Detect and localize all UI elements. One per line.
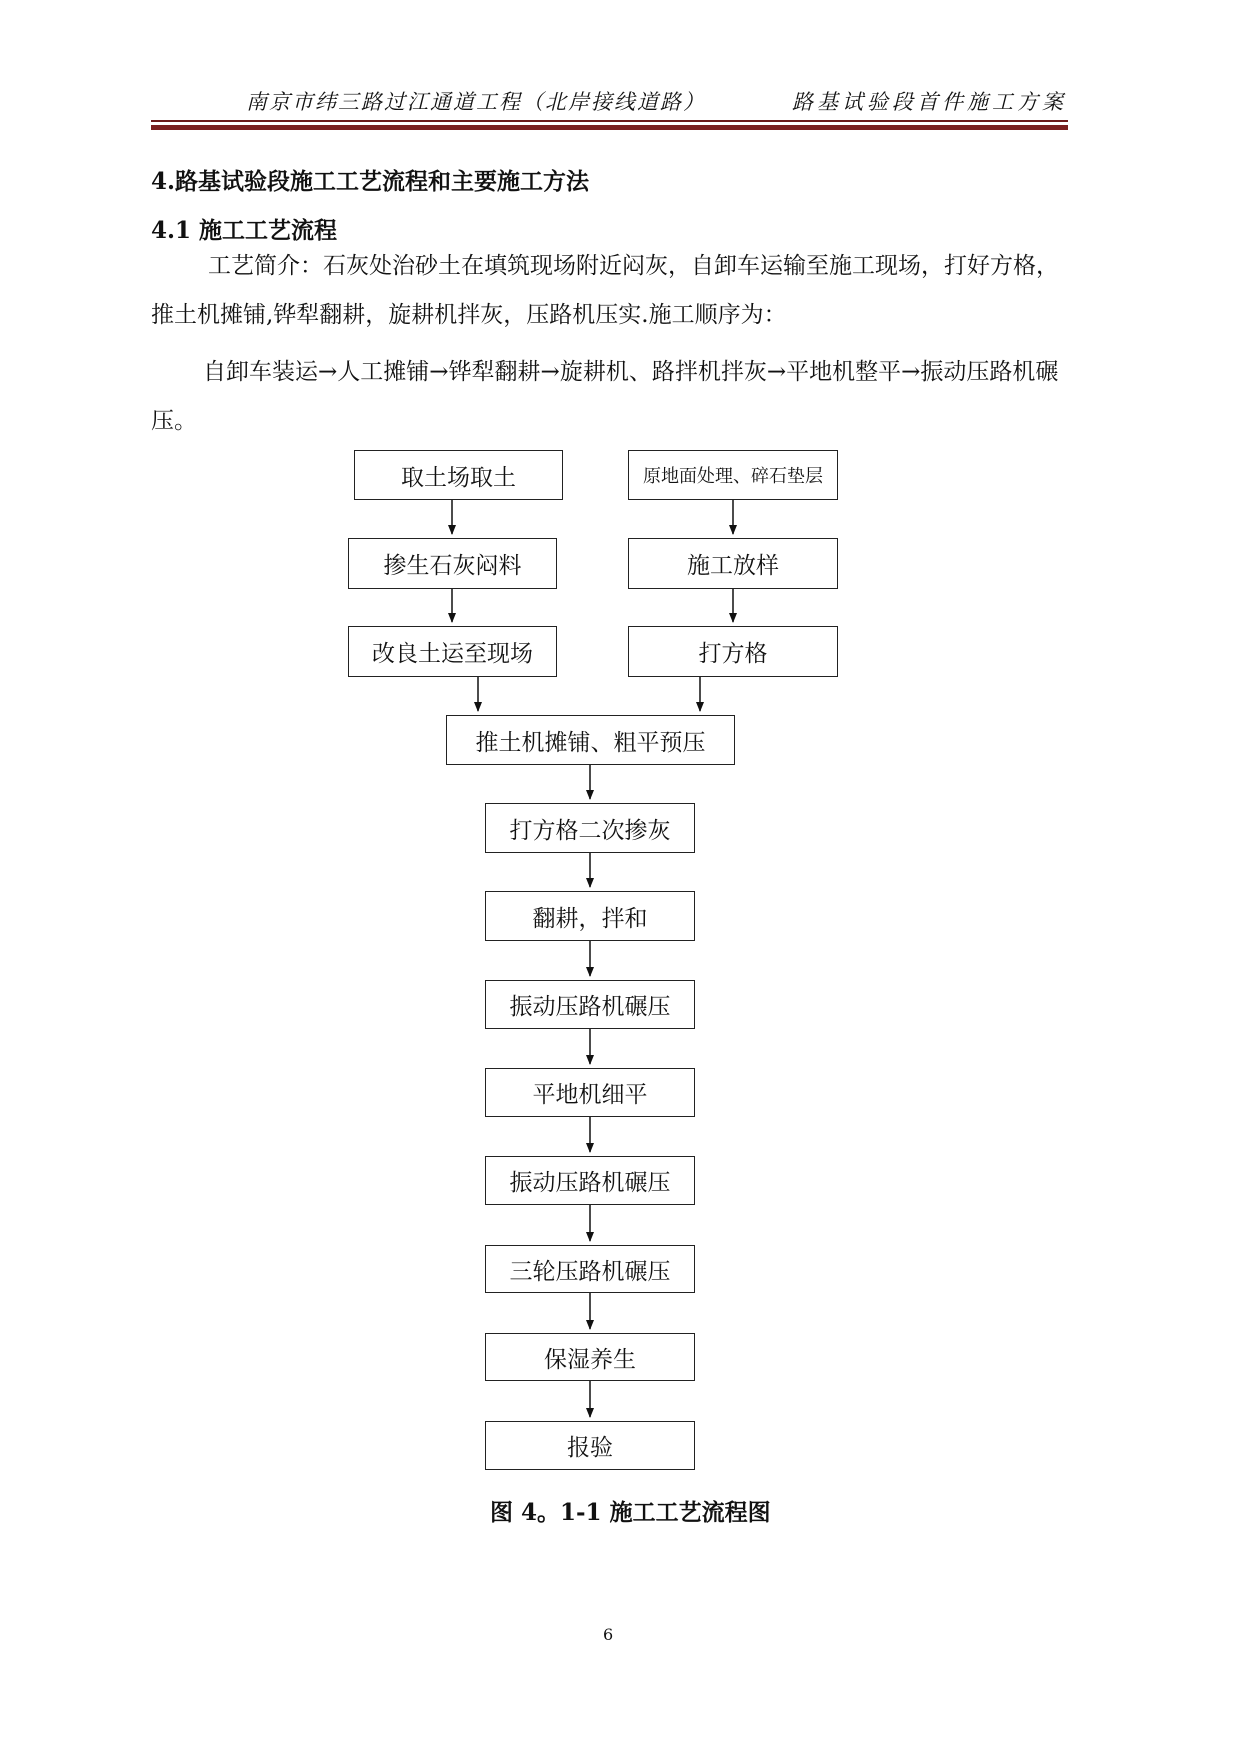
flow-box-second-lime: 打方格二次掺灰 [485,803,695,853]
flow-box-three-wheel-rolling: 三轮压路机碾压 [485,1245,695,1293]
flow-box-transport-soil: 改良土运至现场 [348,626,557,677]
flow-box-inspection: 报验 [485,1421,695,1470]
flow-box-vibratory-rolling-1: 振动压路机碾压 [485,980,695,1029]
page-number: 6 [603,1625,614,1644]
flow-box-curing: 保湿养生 [485,1333,695,1381]
flow-box-setting-out: 施工放样 [628,538,838,589]
flow-box-borrow-soil: 取土场取土 [354,450,563,500]
subsection-heading: 4.1 施工工艺流程 [151,217,338,244]
flow-box-ground-treatment: 原地面处理、碎石垫层 [628,450,838,500]
section-heading: 4.路基试验段施工工艺流程和主要施工方法 [151,168,590,195]
flow-box-grid-marking: 打方格 [628,626,838,677]
flow-box-tilling: 翻耕，拌和 [485,891,695,941]
flow-box-vibratory-rolling-2: 振动压路机碾压 [485,1156,695,1205]
header-project-title: 南京市纬三路过江通道工程（北岸接线道路） [246,90,706,114]
header-document-title: 路基试验段首件施工方案 [792,90,1067,114]
flow-box-lime-mixing: 掺生石灰闷料 [348,538,557,589]
intro-paragraph: 工艺简介：石灰处治砂土在填筑现场附近闷灰，自卸车运输至施工现场，打好方格，推土机摊铺,铧犁翻耕，旋耕机拌灰，压路机压实.施工顺序为： [151,253,1059,328]
sequence-paragraph: 自卸车装运→人工摊铺→铧犁翻耕→旋耕机、路拌机拌灰→平地机整平→振动压路机碾压。 [151,359,1059,434]
flow-box-spreading: 推土机摊铺、粗平预压 [446,715,735,765]
figure-caption: 图 4。1-1 施工工艺流程图 [490,1499,771,1526]
flow-box-grading: 平地机细平 [485,1068,695,1117]
